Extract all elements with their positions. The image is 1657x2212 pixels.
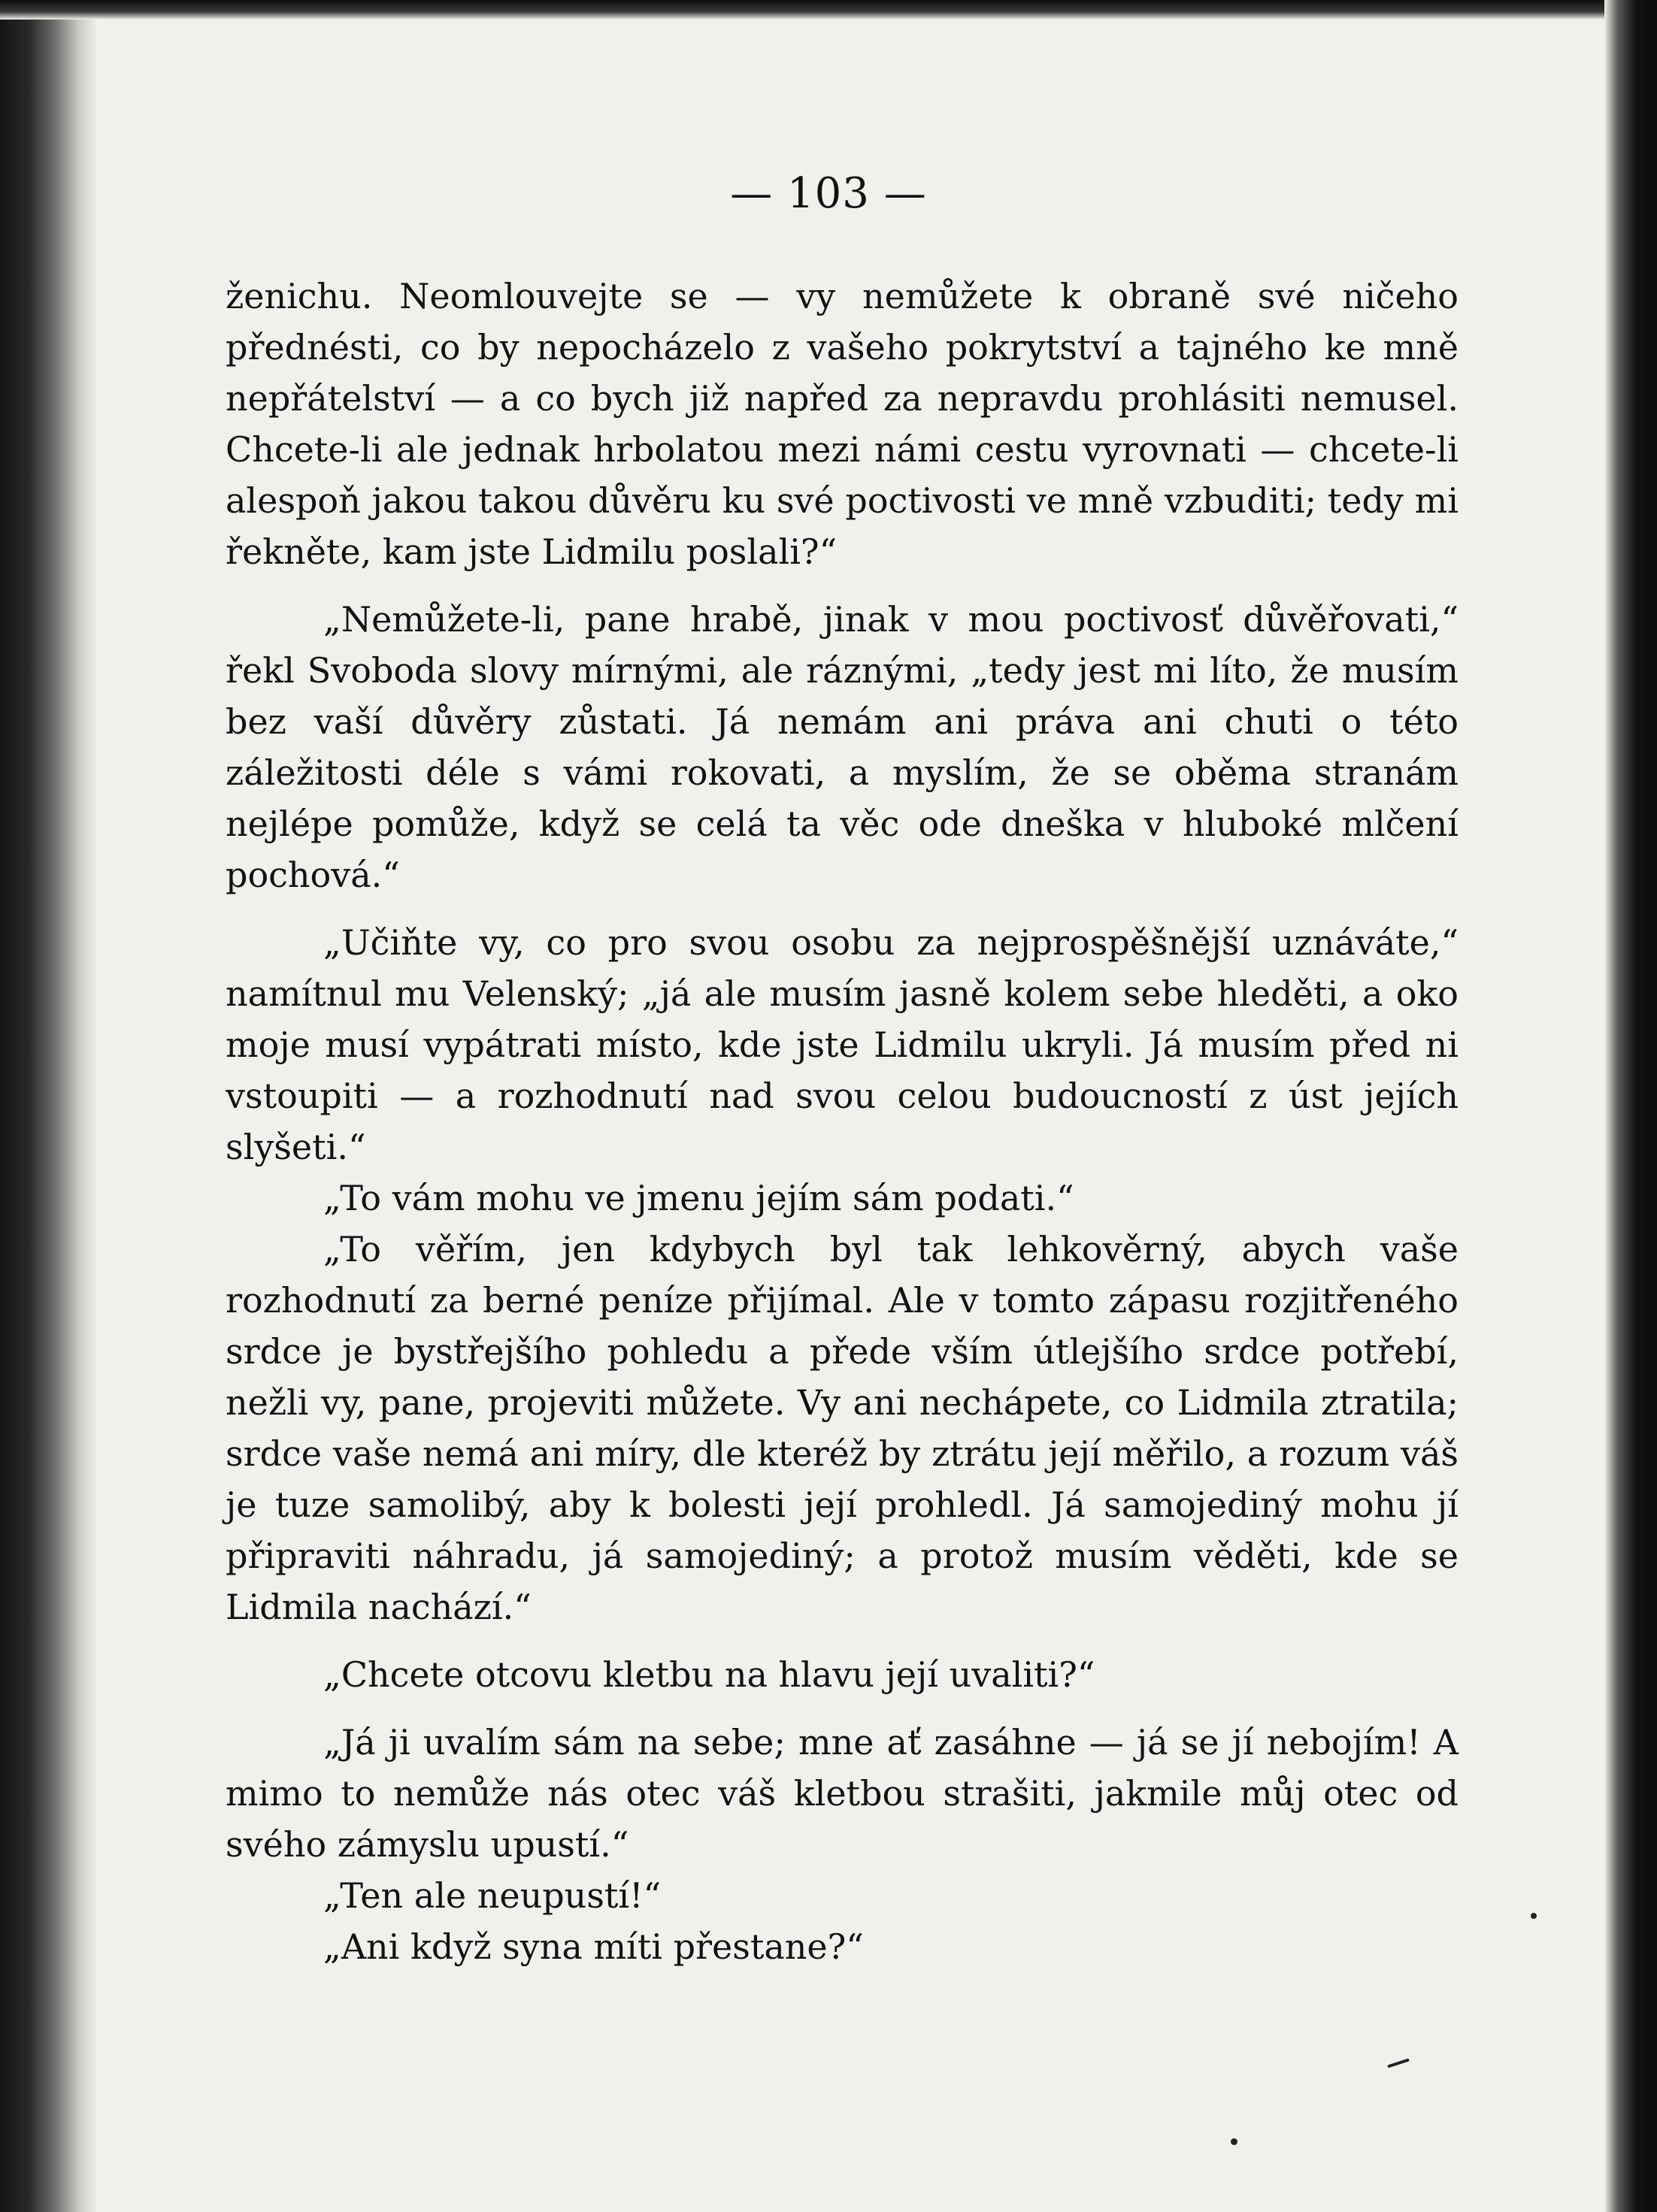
- scan-shadow-right: [1604, 0, 1657, 2212]
- page-number: — 103 —: [730, 169, 927, 218]
- paragraph-9: „Ani když syna míti přestane?“: [323, 1926, 864, 1967]
- paragraph-8: „Ten ale neupustí!“: [323, 1875, 662, 1916]
- body-text: [226, 271, 1459, 1972]
- scan-speck: [1531, 1913, 1537, 1919]
- paragraph-2: „Nemůžete-li, pane hrabě, jinak v mou poctivosť důvěřovati,“ řekl Svoboda slovy mírnými, ale ráznými, „tedy jest mi líto, že musím bez vaší důvěry zůstati. Já nemám ani práva ani chuti o této záležitosti déle s vámi rokovati, a myslím, že se oběma stranám nejlépe pomůže, když se celá ta věc ode dneška v hluboké mlčení pochová.“: [226, 599, 1459, 895]
- scan-speck: [1387, 2058, 1410, 2068]
- scan-shadow-top: [0, 0, 1657, 20]
- paragraph-7: „Já ji uvalím sám na sebe; mne ať zasáhne — já se jí nebojím! A mimo to nemůže nás otec váš kletbou strašiti, jakmile můj otec od svého zámyslu upustí.“: [226, 1722, 1459, 1865]
- paragraph-1: ženichu. Neomlouvejte se — vy nemůžete k obraně své ničeho přednésti, co by nepocházelo z vašeho pokrytství a tajného ke mně nepřátelství — a co bych již napřed za nepravdu prohlásiti nemusel. Chcete-li ale jednak hrbolatou mezi námi cestu vyrovnati — chcete-li alespoň jakou takou důvěru ku své poctivosti ve mně vzbuditi; tedy mi řekněte, kam jste Lidmilu poslali?“: [226, 276, 1459, 572]
- scan-shadow-left: [0, 0, 98, 2212]
- paragraph-3: „Učiňte vy, co pro svou osobu za nejprospěšnější uznáváte,“ namítnul mu Velenský; „já ale musím jasně kolem sebe hleděti, a oko moje musí vypátrati místo, kde jste Lidmilu ukryli. Já musím před ni vstoupiti — a rozhodnutí nad svou celou budoucností z úst jejích slyšeti.“: [226, 922, 1459, 1167]
- paragraph-5: „To věřím, jen kdybych byl tak lehkověrný, abych vaše rozhodnutí za berné peníze přijímal. Ale v tomto zápasu rozjitřeného srdce je bystřejšího pohledu a přede vším útlejšího srdce potřebí, nežli vy, pane, projeviti můžete. Vy ani nechápete, co Lidmila ztratila; srdce vaše nemá ani míry, dle kteréž by ztrátu její měřilo, a rozum váš je tuze samolibý, aby k bolesti její prohledl. Já samojediný mohu jí připraviti náhradu, já samojediný; a protož musím věděti, kde se Lidmila nachází.“: [226, 1229, 1459, 1627]
- paragraph-4: „To vám mohu ve jmenu jejím sám podati.“: [323, 1178, 1074, 1218]
- paragraph-6: „Chcete otcovu kletbu na hlavu její uvaliti?“: [323, 1654, 1095, 1695]
- scan-speck: [1231, 2138, 1237, 2145]
